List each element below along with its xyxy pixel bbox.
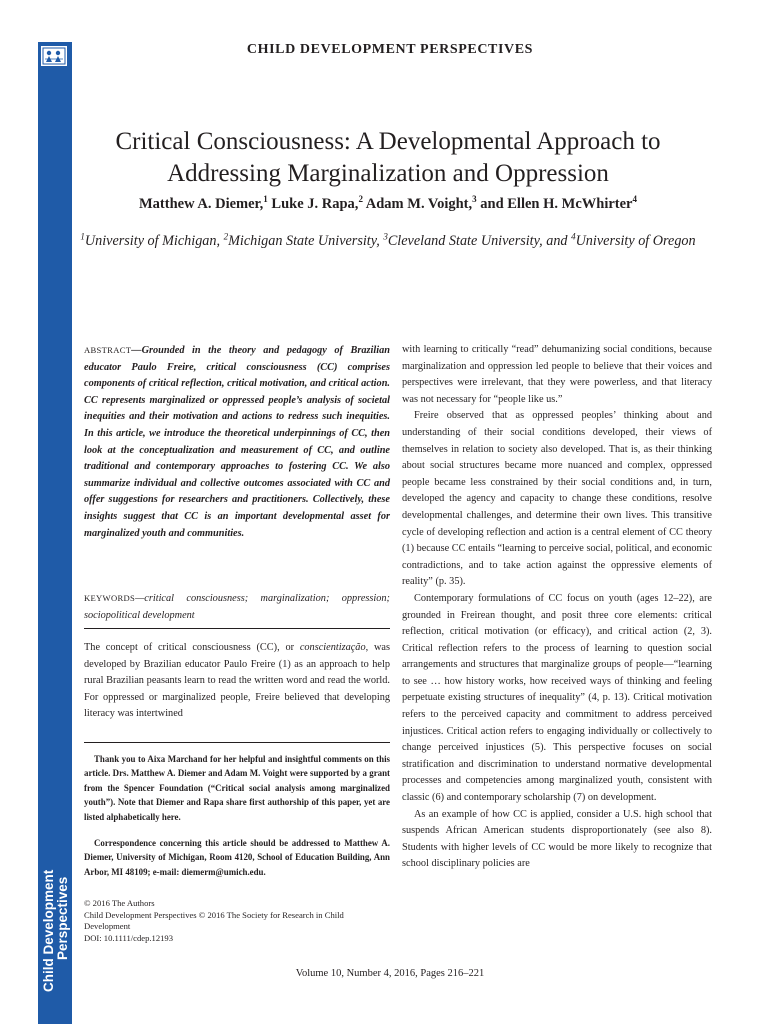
body-paragraph: As an example of how CC is applied, consider a U.S. high school that suspends African American students disproportionately (see also 8). Students with higher levels of CC would be more likely to recognize that school disciplinary policies are [402,808,712,870]
body-paragraph: Contemporary formulations of CC focus on youth (ages 12–22), are grounded in Freirean thought, and posit three core elements: critical reflection, critical motivation (or efficacy), and critical action (2, 3). Critical reflection refers to the process of learning to question social arrangements and structures that marginalize groups of people—“learning to see … how history works, how received ways of thinking and feeling perpetuate existing structures of inequality” (4, p. 13). Critical motivation refers to the perceived capacity and commitment to address perceived injustices. Critical action refers to engaging individually or collectively to change perceived injustices (5). This perspective focuses on social stratification and discrimination to understand normative developmental processes and competencies among marginalized youth, consistent with classic (6) and contemporary scholarship (7) on development. [402,592,712,804]
body-text: , was developed by Brazilian educator Paulo Freire (1) as an approach to help rural Brazilian peasants learn to read the written word and read the world. For oppressed or marginalized people, Freire believed that developing literacy was intertwined [84,642,390,720]
author-name: and Ellen H. McWhirter [480,196,633,212]
copyright-line: © 2016 The Authors [84,898,155,908]
author-affil-mark: 1 [263,194,268,205]
sidebar-journal-title [38,770,72,1000]
correspondence-note: Correspondence concerning this article should be addressed to Matthew A. Diemer, University of Michigan, Room 4120, School of Education Building, Ann Arbor, MI 48109; e-mail: diemerm@umich.edu. [84,838,390,877]
journal-logo [41,46,67,66]
body-paragraph: with learning to critically “read” dehumanizing social conditions, because marginalization and oppression led people to believe that their voices and perspectives were irrelevant, that they were powerless, and that literacy was not necessary for “people like us.” [402,344,712,405]
affiliation: Michigan State University, [228,233,384,249]
author-affil-mark: 3 [472,194,477,205]
abstract-text: —Grounded in the theory and pedagogy of Brazilian educator Paulo Freire, critical consciousness (CC) comprises components of critical reflection, critical motivation, and critical action. CC represents marginalized or oppressed people’s analysis of societal inequities and their motivation and actions to redress such inequities. In this article, we introduce the theoretical underpinnings of CC, then look at the conceptualization and measurement of CC, and outline traditional and contemporary approaches to fostering CC. We also summarize individual and collective outcomes associated with CC and offer suggestions for researchers and practitioners. Collectively, these insights suggest that CC is an important developmental asset for marginalized youth and communities. [84,345,390,539]
author-list [80,196,696,213]
affiliation: University of Michigan, [84,233,224,249]
doi-line: DOI: 10.1111/cdep.12193 [84,932,174,943]
article-title [80,126,696,190]
body-right-column [402,342,712,873]
author-affil-mark: 2 [358,194,363,205]
abstract-label: ABSTRACT [84,345,132,355]
author-name: Adam M. Voight, [365,196,473,212]
author-name: Luke J. Rapa, [271,196,359,212]
page-footer: Volume 10, Number 4, 2016, Pages 216–221 [295,968,485,979]
copyright-line: Child Development Perspectives © 2016 The Society for Research in Child Development [84,909,344,932]
section-divider [84,628,390,629]
affil-mark: 4 [571,231,576,242]
affil-mark: 1 [80,231,85,242]
title-line-2: Addressing Marginalization and Oppression [167,160,609,187]
foreign-term: conscientização [299,642,366,653]
affil-mark: 2 [223,231,229,242]
keywords [84,590,390,624]
body-paragraph [84,640,390,723]
affiliation: University of Oregon [575,233,696,249]
body-paragraph: Freire observed that as oppressed peoples’ thinking about and understanding of their social conditions developed, their views of themselves in relation to society also developed. That is, as their thinking about social structures became more nuanced and complex, oppressed people became less constrained by their social conditions and, in turn, developed the agency and capacity to change these conditions, resolve developmental challenges, and determine their own lives. This transitive cycle of developing reflection and action is a central element of CC theory (1) because CC entails “learning to perceive social, political, and economic contradictions, and to take action against the oppressive elements of reality” (p. 35). [402,410,712,588]
body-left-column [84,640,390,723]
keywords-text: —critical consciousness; marginalization; oppression; sociopolitical development [84,593,390,621]
journal-header: CHILD DEVELOPMENT PERSPECTIVES [246,42,534,57]
abstract [84,342,390,542]
sidebar-title-line1: Child Development [41,869,56,992]
affiliations [80,232,696,250]
copyright-note [84,898,390,944]
acknowledgment-note: Thank you to Aixa Marchand for her helpful and insightful comments on this article. Drs. Matthew A. Diemer and Adam M. Voight were supported by a grant from the Spencer Foundation (“Critical social analysis among marginalized youth”). Note that Diemer and Rapa share first authorship of this paper, yet are listed alphabetically here. [84,754,390,822]
sidebar-title-line2: Perspectives [55,876,70,960]
keywords-label: KEYWORDS [84,593,136,603]
affil-mark: 3 [383,231,388,242]
author-affil-mark: 4 [632,194,637,205]
body-text: The concept of critical consciousness (CC), or [84,642,300,653]
journal-sidebar [38,42,72,1024]
author-name: Matthew A. Diemer, [138,196,264,212]
affiliation: Cleveland State University, and [387,233,572,249]
footnote-divider [84,742,390,743]
title-line-1: Critical Consciousness: A Developmental Approach to [115,128,661,155]
